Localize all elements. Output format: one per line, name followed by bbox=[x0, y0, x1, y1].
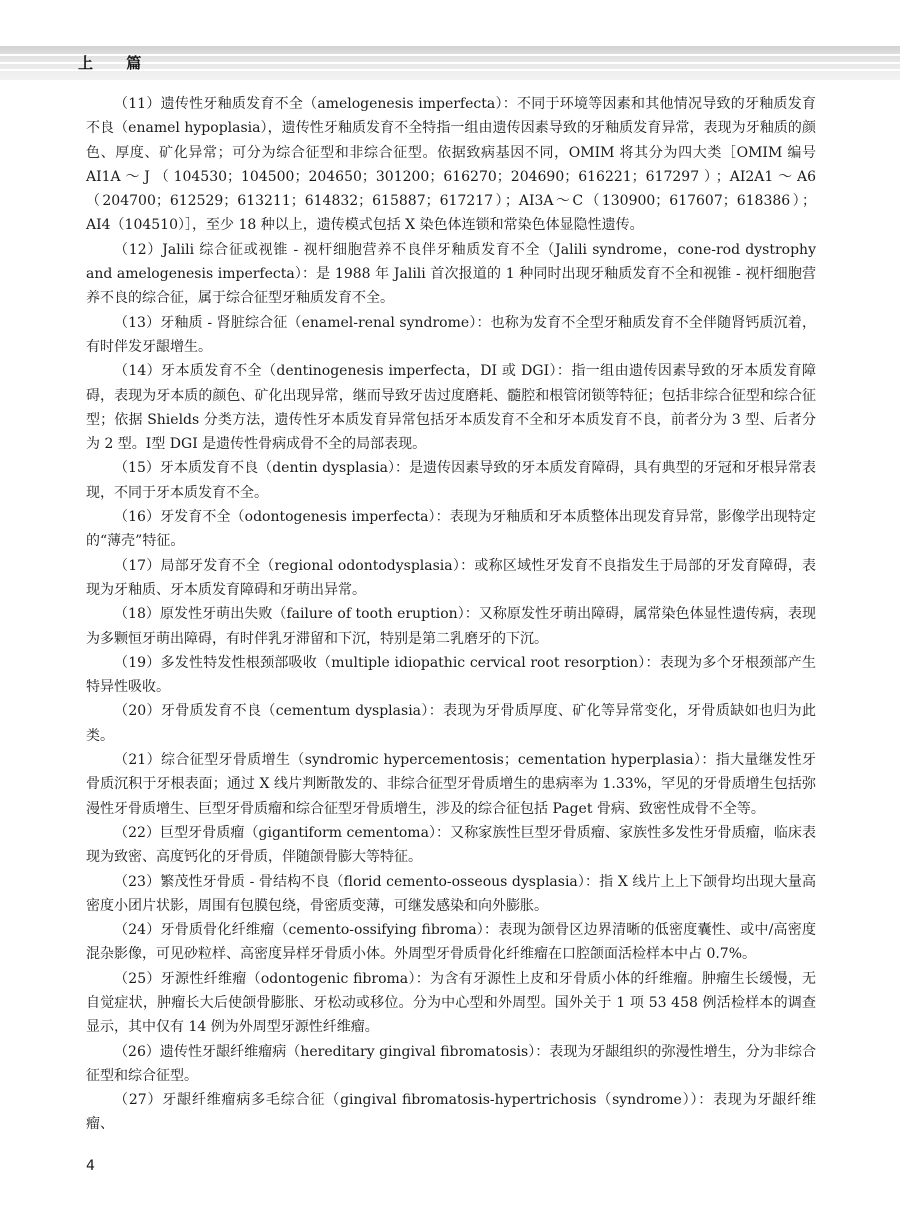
page-body bbox=[86, 92, 816, 1137]
entry-16: （16）牙发育不全（odontogenesis imperfecta）：表现为牙釉质和牙本质整体出现发育异常，影像学出现特定的“薄壳”特征。 bbox=[86, 509, 816, 550]
entry-19: （19）多发性特发性根颈部吸收（multiple idiopathic cervical root resorption）：表现为多个牙根颈部产生特异性吸收。 bbox=[86, 654, 816, 696]
entry-27: （27）牙龈纤维瘤病多毛综合征（gingival fibromatosis-hypertrichosis（syndrome））：表现为牙龈纤维瘤、 bbox=[86, 1092, 816, 1133]
entry-21: （21）综合征型牙骨质增生（syndromic hypercementosis；cementation hyperplasia）：指大量继发性牙骨质沉积于牙根表面；通过 X 线片判断散发的、非综合征型牙骨质增生的患病率为 1.33%，罕见的牙骨质增生包括弥漫性牙骨质增生、巨型牙骨质瘤和综合征型牙骨质增生，涉及的综合征包括 Paget 骨病、致密性成骨不全等。 bbox=[86, 752, 816, 817]
entry-18: （18）原发性牙萌出失败（failure of tooth eruption）：又称原发性牙萌出障碍，属常染色体显性遗传病，表现为多颗恒牙萌出障碍，有时伴乳牙滞留和下沉，特别是第二乳磨牙的下沉。 bbox=[86, 606, 816, 647]
entry-20: （20）牙骨质发育不良（cementum dysplasia）：表现为牙骨质厚度、矿化等异常变化，牙骨质缺如也归为此类。 bbox=[86, 703, 816, 744]
entry-17: （17）局部牙发育不全（regional odontodysplasia）：或称区域性牙发育不良指发生于局部的牙发育障碍，表现为牙釉质、牙本质发育障碍和牙萌出异常。 bbox=[86, 557, 816, 598]
entry-22: （22）巨型牙骨质瘤（gigantiform cementoma）：又称家族性巨型牙骨质瘤、家族性多发性牙骨质瘤，临床表现为致密、高度钙化的牙骨质，伴随颌骨膨大等特征。 bbox=[86, 824, 816, 866]
section-title: 上 篇 bbox=[78, 54, 156, 72]
entry-23: （23）繁茂性牙骨质 - 骨结构不良（florid cemento-osseous dysplasia）：指 X 线片上上下颌骨均出现大量高密度小团片状影，周围有包膜包绕，骨密质变薄，可继发感染和向外膨胀。 bbox=[86, 873, 816, 914]
entry-13: （13）牙釉质 - 肾脏综合征（enamel-renal syndrome）：也称为发育不全型牙釉质发育不全伴随肾钙质沉着，有时伴发牙龈增生。 bbox=[86, 314, 816, 355]
entry-12: （12）Jalili 综合征或视锥 - 视杆细胞营养不良伴牙釉质发育不全（Jalili syndrome，cone-rod dystrophy and amelogenesis imperfecta）：是 1988 年 Jalili 首次报道的 1 种同时出现牙釉质发育不全和视锥 - 视杆细胞营养不良的综合征，属于综合征型牙釉质发育不全。 bbox=[86, 241, 816, 307]
entry-24: （24）牙骨质骨化纤维瘤（cemento-ossifying fibroma）：表现为颌骨区边界清晰的低密度囊性、或中/高密度混杂影像，可见砂粒样、高密度异样牙骨质小体。外周型牙骨质骨化纤维瘤在口腔颌面活检样本中占 0.7%。 bbox=[86, 922, 816, 963]
page-number: 4 bbox=[86, 1158, 95, 1174]
entry-11: （11）遗传性牙釉质发育不全（amelogenesis imperfecta）：不同于环境等因素和其他情况导致的牙釉质发育不良（enamel hypoplasia），遗传性牙釉质发育不全特指一组由遗传因素导致的牙釉质发育异常，表现为牙釉质的颜色、厚度、矿化异常；可分为综合征型和非综合征型。依据致病基因不同，OMIM 将其分为四大类［OMIM 编号 AI1A～J（104530；104500；204650；301200；616270；204690；616221；617297）；AI2A1～A6（204700；612529；613211；614832；615887；617217）；AI3A～C（130900；617607；618386）；AI4（104510）］，至少 18 种以上，遗传模式包括 X 染色体连锁和常染色体显隐性遗传。 bbox=[86, 96, 816, 234]
entry-15: （15）牙本质发育不良（dentin dysplasia）：是遗传因素导致的牙本质发育障碍，具有典型的牙冠和牙根异常表现，不同于牙本质发育不全。 bbox=[86, 460, 816, 501]
entry-25: （25）牙源性纤维瘤（odontogenic fibroma）：为含有牙源性上皮和牙骨质小体的纤维瘤。肿瘤生长缓慢，无自觉症状，肿瘤长大后使颌骨膨胀、牙松动或移位。分为中心型和外周型。国外关于 1 项 53 458 例活检样本的调查显示，其中仅有 14 例为外周型牙源性纤维瘤。 bbox=[86, 970, 816, 1036]
entry-14: （14）牙本质发育不全（dentinogenesis imperfecta，DI 或 DGI）：指一组由遗传因素导致的牙本质发育障碍，表现为牙本质的颜色、矿化出现异常，继而导致牙齿过度磨耗、髓腔和根管闭锁等特征；包括非综合征型和综合征型；依据 Shields 分类方法，遗传性牙本质发育异常包括牙本质发育不全和牙本质发育不良，前者分为 3 型、后者分为 2 型。Ⅰ型 DGI 是遗传性骨病成骨不全的局部表现。 bbox=[86, 363, 816, 453]
entry-26: （26）遗传性牙龈纤维瘤病（hereditary gingival fibromatosis）：表现为牙龈组织的弥漫性增生，分为非综合征型和综合征型。 bbox=[86, 1043, 816, 1084]
